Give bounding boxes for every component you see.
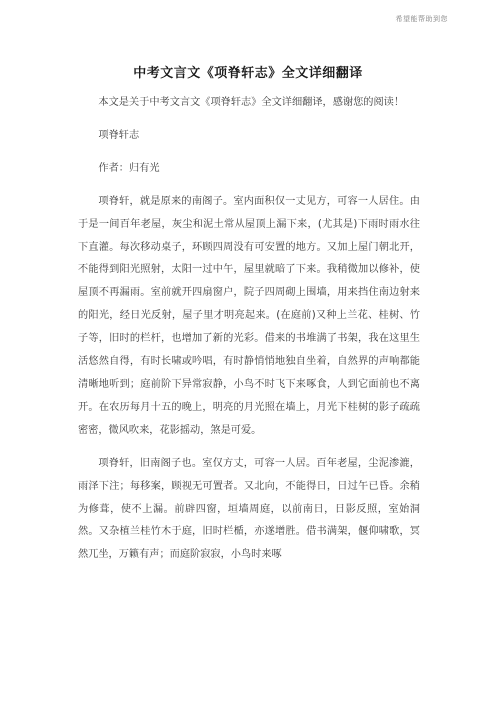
article-title: 项脊轩志 (98, 129, 140, 141)
intro-paragraph: 本文是关于中考文言文《项脊轩志》全文详细翻译，感谢您的阅读！ (98, 97, 405, 108)
header-note: 希望能帮助到您 (395, 15, 448, 23)
document-body (78, 92, 420, 567)
translation-paragraph: 项脊轩，就是原来的南阁子。室内面积仅一丈见方，可容一人居住。由于是一间百年老屋，灰尘和泥土常从屋顶上漏下来，(尤其是)下雨时雨水往下直灌。每次移动桌子，环顾四周没有可安置的地方。又加上屋门朝北开，不能得到阳光照射，太阳一过中午，屋里就暗了下来。我稍微加以修补，使屋顶不再漏雨。室前就开四扇窗户，院子四周砌上围墙，用来挡住南边射来的阳光，经日光反射，屋子里才明亮起来。(在庭前)又种上兰花、桂树、竹子等，旧时的栏杆，也增加了新的光彩。借来的书堆满了书架，我在这里生活悠然自得，有时长啸或吟唱，有时静悄悄地独自坐着，自然界的声响都能清晰地听到；庭前阶下异常寂静，小鸟不时飞下来啄食，人到它面前也不离开。在农历每月十五的晚上，明亮的月光照在墙上，月光下桂树的影子疏疏密密，微风吹来，花影摇动，煞是可爱。 (78, 195, 420, 436)
author-line: 作者：归有光 (98, 162, 160, 174)
document-title: 中考文言文《项脊轩志》全文详细翻译 (133, 66, 363, 81)
original-text-paragraph: 项脊轩，旧南阁子也。室仅方丈，可容一人居。百年老屋，尘泥渗漉，雨泽下注；每移案，顾视无可置者。又北向，不能得日，日过午已昏。余稍为修葺，使不上漏。前辟四窗，垣墙周庭，以前南日，日影反照，室始洞然。又杂植兰桂竹木于庭，旧时栏楯，亦遂增胜。借书满架，偃仰啸歌，冥然兀坐，万籁有声；而庭阶寂寂，小鸟时来啄 (78, 457, 420, 561)
